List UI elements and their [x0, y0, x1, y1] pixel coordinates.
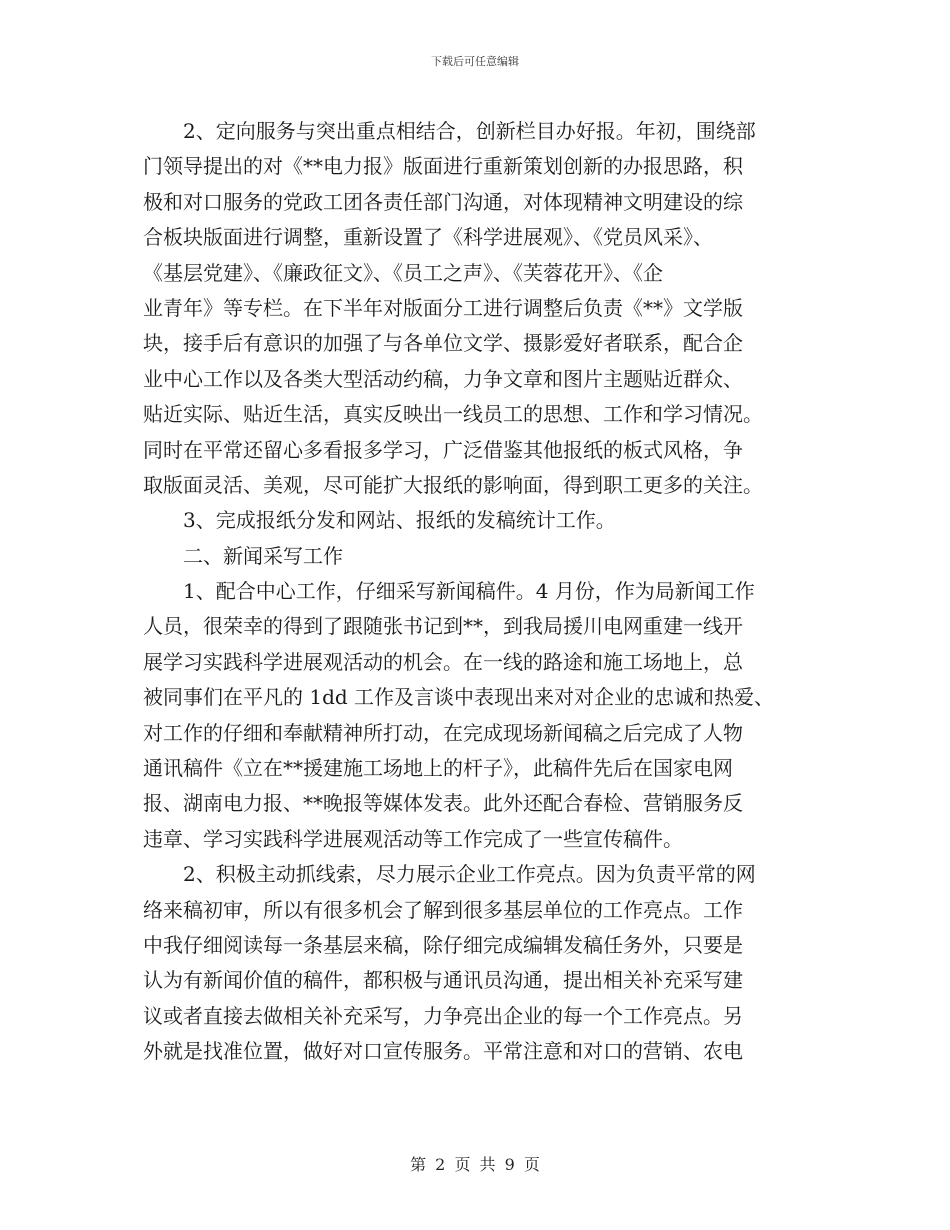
text-line: 二、新闻采写工作 — [143, 543, 343, 568]
text-line: 被同事们在平凡的 1dd 工作及言谈中表现出来对对企业的忠诚和热爱、 — [143, 685, 775, 710]
text-line: 认为有新闻价值的稿件，都积极与通讯员沟通，提出相关补充采写建 — [143, 968, 743, 993]
text-line: 对工作的仔细和奉献精神所打动，在完成现场新闻稿之后完成了人物 — [143, 720, 743, 745]
text-line: 外就是找准位置，做好对口宣传服务。平常注意和对口的营销、农电 — [143, 1039, 743, 1064]
text-line: 《基层党建》、《廉政征文》、《员工之声》、《芙蓉花开》、《企 — [143, 260, 663, 285]
text-line: 贴近实际、贴近生活，真实反映出一线员工的思想、工作和学习情况。 — [143, 402, 763, 427]
text-line: 块，接手后有意识的加强了与各单位文学、摄影爱好者联系，配合企 — [143, 331, 743, 356]
document-body — [143, 114, 807, 1070]
text-line: 2、积极主动抓线索，尽力展示企业工作亮点。因为负责平常的网 — [143, 862, 756, 887]
text-line: 极和对口服务的党政工团各责任部门沟通，对体现精神文明建设的综 — [143, 189, 743, 214]
page-header: 下载后可任意编辑 — [431, 55, 519, 68]
text-line: 络来稿初审，所以有很多机会了解到很多基层单位的工作亮点。工作 — [143, 897, 743, 922]
text-line: 2、定向服务与突出重点相结合，创新栏目办好报。年初，围绕部 — [143, 119, 756, 143]
text-line: 同时在平常还留心多看报多学习，广泛借鉴其他报纸的板式风格，争 — [143, 437, 743, 462]
text-line: 业中心工作以及各类大型活动约稿，力争文章和图片主题贴近群众、 — [143, 366, 743, 391]
text-line: 3、完成报纸分发和网站、报纸的发稿统计工作。 — [143, 508, 616, 533]
text-line: 1、配合中心工作，仔细采写新闻稿件。4 月份，作为局新闻工作 — [143, 579, 755, 604]
text-line: 报、湖南电力报、**晚报等媒体发表。此外还配合春检、营销服务反 — [143, 791, 743, 816]
text-line: 违章、学习实践科学进展观活动等工作完成了一些宣传稿件。 — [143, 826, 683, 851]
text-line: 业青年》等专栏。在下半年对版面分工进行调整后负责《**》文学版 — [143, 295, 743, 320]
text-line: 人员，很荣幸的得到了跟随张书记到**，到我局援川电网重建一线开 — [143, 614, 743, 639]
text-line: 门领导提出的对《**电力报》版面进行重新策划创新的办报思路，积 — [143, 154, 743, 179]
page-number: 第 2 页 共 9 页 — [410, 1155, 540, 1174]
text-line: 通讯稿件《立在**援建施工场地上的杆子》，此稿件先后在国家电网 — [143, 756, 733, 781]
text-line: 展学习实践科学进展观活动的机会。在一线的路途和施工场地上，总 — [143, 649, 743, 674]
text-line: 议或者直接去做相关补充采写，力争亮出企业的每一个工作亮点。另 — [143, 1003, 743, 1028]
text-line: 取版面灵活、美观，尽可能扩大报纸的影响面，得到职工更多的关注。 — [143, 472, 763, 497]
text-line: 合板块版面进行调整，重新设置了《科学进展观》、《党员风采》、 — [143, 225, 713, 250]
text-line: 中我仔细阅读每一条基层来稿，除仔细完成编辑发稿任务外，只要是 — [143, 932, 743, 957]
